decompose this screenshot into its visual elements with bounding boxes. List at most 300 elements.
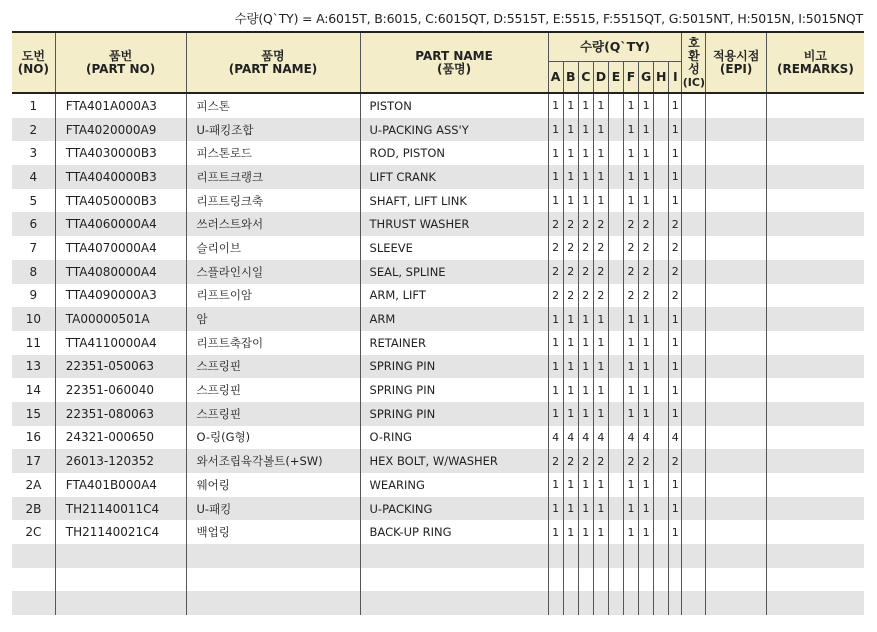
cell-qty-h [654, 426, 669, 450]
cell-qty-a: 1 [548, 378, 563, 402]
table-row [12, 118, 864, 142]
cell-part-name-en: U-PACKING ASS'Y [360, 118, 548, 142]
cell-qty-i: 1 [669, 118, 682, 142]
cell-qty-b: 1 [563, 141, 578, 165]
cell-qty-i: 4 [669, 426, 682, 450]
cell-qty-e [608, 118, 623, 142]
cell-qty-c: 1 [578, 520, 593, 544]
cell-part-no: TTA4030000B3 [55, 141, 186, 165]
cell-qty-e [608, 497, 623, 521]
cell-part-no: 22351-080063 [55, 402, 186, 426]
cell-interchangeability [682, 331, 706, 355]
cell-qty-d: 1 [593, 355, 608, 379]
cell-no: 11 [12, 331, 55, 355]
cell-qty-g [639, 591, 654, 615]
cell-qty-g: 1 [639, 93, 654, 118]
table-row [12, 591, 864, 615]
cell-part-name-en: HEX BOLT, W/WASHER [360, 449, 548, 473]
table-row [12, 165, 864, 189]
header-qty-d: D [593, 62, 608, 94]
cell-remarks [766, 165, 864, 189]
cell-qty-h [654, 473, 669, 497]
cell-remarks [766, 331, 864, 355]
header-no: 도번 (NO) [12, 32, 55, 93]
cell-qty-d: 1 [593, 93, 608, 118]
cell-qty-i: 1 [669, 473, 682, 497]
cell-qty-d [593, 544, 608, 568]
table-row [12, 189, 864, 213]
cell-qty-e [608, 141, 623, 165]
cell-remarks [766, 260, 864, 284]
cell-qty-i: 2 [669, 212, 682, 236]
cell-part-name-en: THRUST WASHER [360, 212, 548, 236]
cell-interchangeability [682, 284, 706, 308]
cell-qty-f: 1 [624, 165, 639, 189]
header-qty-c: C [578, 62, 593, 94]
cell-epi [706, 544, 766, 568]
cell-no: 17 [12, 449, 55, 473]
cell-part-name-en: RETAINER [360, 331, 548, 355]
cell-qty-f: 1 [624, 520, 639, 544]
cell-remarks [766, 93, 864, 118]
cell-qty-d: 1 [593, 402, 608, 426]
cell-epi [706, 473, 766, 497]
cell-remarks [766, 497, 864, 521]
cell-qty-d: 2 [593, 260, 608, 284]
cell-epi [706, 189, 766, 213]
cell-epi [706, 331, 766, 355]
cell-qty-f: 1 [624, 118, 639, 142]
cell-qty-i: 1 [669, 331, 682, 355]
cell-epi [706, 378, 766, 402]
cell-qty-g: 1 [639, 497, 654, 521]
cell-part-name-ko: 쓰러스트와서 [186, 212, 360, 236]
cell-qty-f [624, 544, 639, 568]
cell-qty-g [639, 544, 654, 568]
header-epi: 적용시점 (EPI) [706, 32, 766, 93]
cell-qty-g [639, 568, 654, 592]
cell-remarks [766, 544, 864, 568]
cell-qty-b: 1 [563, 93, 578, 118]
cell-part-name-en [360, 544, 548, 568]
cell-qty-a: 2 [548, 284, 563, 308]
cell-qty-g: 1 [639, 165, 654, 189]
cell-part-name-ko: 슬리이브 [186, 236, 360, 260]
cell-part-name-ko: 리프트축잡이 [186, 331, 360, 355]
cell-qty-c: 2 [578, 284, 593, 308]
cell-qty-a: 2 [548, 212, 563, 236]
cell-qty-f: 1 [624, 355, 639, 379]
cell-qty-e [608, 236, 623, 260]
cell-qty-e [608, 331, 623, 355]
cell-qty-d: 1 [593, 189, 608, 213]
cell-interchangeability [682, 591, 706, 615]
cell-qty-b: 1 [563, 520, 578, 544]
cell-interchangeability [682, 520, 706, 544]
cell-part-name-ko: 백업링 [186, 520, 360, 544]
cell-qty-d [593, 591, 608, 615]
cell-part-name-ko: 피스톤로드 [186, 141, 360, 165]
cell-qty-d [593, 568, 608, 592]
cell-qty-h [654, 236, 669, 260]
cell-part-no: TA00000501A [55, 307, 186, 331]
cell-part-no: TH21140011C4 [55, 497, 186, 521]
cell-qty-d: 1 [593, 165, 608, 189]
cell-qty-a: 1 [548, 189, 563, 213]
cell-qty-d: 1 [593, 331, 608, 355]
cell-qty-b [563, 544, 578, 568]
cell-qty-e [608, 544, 623, 568]
cell-part-name-ko: 리프트링크축 [186, 189, 360, 213]
header-quantity: 수량(Q`TY) [548, 32, 682, 62]
cell-qty-i: 2 [669, 284, 682, 308]
header-part-no: 품번 (PART NO) [55, 32, 186, 93]
cell-qty-d: 2 [593, 236, 608, 260]
cell-part-no [55, 591, 186, 615]
cell-qty-g: 2 [639, 236, 654, 260]
cell-remarks [766, 118, 864, 142]
cell-remarks [766, 473, 864, 497]
cell-qty-b: 1 [563, 402, 578, 426]
cell-epi [706, 165, 766, 189]
cell-no: 3 [12, 141, 55, 165]
cell-part-no: 22351-060040 [55, 378, 186, 402]
cell-qty-i: 1 [669, 189, 682, 213]
cell-interchangeability [682, 355, 706, 379]
cell-qty-e [608, 473, 623, 497]
cell-qty-f: 2 [624, 236, 639, 260]
cell-qty-i: 2 [669, 449, 682, 473]
cell-part-name-en: PISTON [360, 93, 548, 118]
cell-qty-e [608, 402, 623, 426]
cell-qty-d: 1 [593, 378, 608, 402]
cell-qty-e [608, 591, 623, 615]
cell-remarks [766, 449, 864, 473]
cell-qty-g: 1 [639, 473, 654, 497]
cell-part-name-en: WEARING [360, 473, 548, 497]
cell-qty-h [654, 544, 669, 568]
table-row [12, 568, 864, 592]
cell-qty-f: 1 [624, 331, 639, 355]
cell-interchangeability [682, 118, 706, 142]
cell-qty-g: 2 [639, 284, 654, 308]
cell-qty-c: 1 [578, 497, 593, 521]
cell-qty-b: 2 [563, 260, 578, 284]
cell-part-no: TTA4110000A4 [55, 331, 186, 355]
cell-no: 6 [12, 212, 55, 236]
cell-remarks [766, 236, 864, 260]
cell-part-name-en [360, 591, 548, 615]
cell-epi [706, 118, 766, 142]
cell-qty-b: 2 [563, 284, 578, 308]
header-part-name-en: PART NAME (품명) [360, 32, 548, 93]
cell-qty-e [608, 165, 623, 189]
cell-part-no: TTA4050000B3 [55, 189, 186, 213]
table-row [12, 331, 864, 355]
cell-qty-g: 1 [639, 141, 654, 165]
cell-part-no: TTA4040000B3 [55, 165, 186, 189]
cell-qty-h [654, 189, 669, 213]
cell-qty-c: 4 [578, 426, 593, 450]
cell-epi [706, 497, 766, 521]
cell-part-name-ko: 암 [186, 307, 360, 331]
cell-epi [706, 402, 766, 426]
cell-qty-h [654, 141, 669, 165]
cell-remarks [766, 402, 864, 426]
cell-qty-d: 2 [593, 449, 608, 473]
cell-qty-a: 1 [548, 331, 563, 355]
table-header [12, 32, 864, 93]
cell-qty-c: 1 [578, 378, 593, 402]
cell-qty-h [654, 378, 669, 402]
cell-qty-i: 1 [669, 165, 682, 189]
cell-qty-h [654, 520, 669, 544]
cell-part-no: TTA4090000A3 [55, 284, 186, 308]
cell-part-name-ko [186, 591, 360, 615]
cell-qty-f: 2 [624, 449, 639, 473]
table-row [12, 497, 864, 521]
cell-part-name-ko: 스프링핀 [186, 378, 360, 402]
cell-qty-i [669, 591, 682, 615]
cell-qty-b: 1 [563, 378, 578, 402]
cell-qty-i: 1 [669, 93, 682, 118]
cell-qty-e [608, 284, 623, 308]
cell-qty-b: 2 [563, 212, 578, 236]
table-row [12, 449, 864, 473]
cell-qty-i: 1 [669, 497, 682, 521]
cell-part-no: TH21140021C4 [55, 520, 186, 544]
cell-qty-e [608, 355, 623, 379]
header-qty-h: H [654, 62, 669, 94]
cell-interchangeability [682, 236, 706, 260]
cell-qty-b: 1 [563, 118, 578, 142]
header-remarks: 비고 (REMARKS) [766, 32, 864, 93]
cell-no: 2 [12, 118, 55, 142]
cell-qty-i: 2 [669, 236, 682, 260]
cell-epi [706, 520, 766, 544]
cell-remarks [766, 141, 864, 165]
cell-remarks [766, 284, 864, 308]
cell-qty-f: 1 [624, 189, 639, 213]
header-qty-b: B [563, 62, 578, 94]
cell-part-no: 26013-120352 [55, 449, 186, 473]
cell-interchangeability [682, 426, 706, 450]
cell-remarks [766, 568, 864, 592]
cell-no: 5 [12, 189, 55, 213]
cell-no [12, 568, 55, 592]
cell-qty-g: 1 [639, 520, 654, 544]
cell-qty-g: 2 [639, 449, 654, 473]
cell-part-name-en: ARM [360, 307, 548, 331]
cell-qty-d: 1 [593, 307, 608, 331]
cell-qty-c: 1 [578, 165, 593, 189]
table-row [12, 378, 864, 402]
table-row [12, 141, 864, 165]
cell-qty-c: 1 [578, 331, 593, 355]
cell-qty-a [548, 591, 563, 615]
cell-qty-c: 1 [578, 402, 593, 426]
cell-qty-b: 2 [563, 449, 578, 473]
cell-epi [706, 212, 766, 236]
cell-qty-h [654, 568, 669, 592]
cell-qty-f: 2 [624, 212, 639, 236]
cell-qty-f [624, 568, 639, 592]
cell-qty-b: 1 [563, 165, 578, 189]
header-qty-a: A [548, 62, 563, 94]
cell-qty-d: 1 [593, 118, 608, 142]
table-row [12, 402, 864, 426]
cell-no: 2A [12, 473, 55, 497]
cell-qty-c: 1 [578, 189, 593, 213]
header-part-name-ko: 품명 (PART NAME) [186, 32, 360, 93]
cell-interchangeability [682, 260, 706, 284]
cell-qty-e [608, 520, 623, 544]
cell-qty-e [608, 93, 623, 118]
cell-part-name-en: SPRING PIN [360, 378, 548, 402]
cell-qty-f: 1 [624, 473, 639, 497]
cell-part-name-en: SHAFT, LIFT LINK [360, 189, 548, 213]
cell-qty-c: 2 [578, 212, 593, 236]
table-row [12, 520, 864, 544]
cell-interchangeability [682, 568, 706, 592]
table-body [12, 93, 864, 615]
cell-qty-c: 2 [578, 260, 593, 284]
table-row [12, 544, 864, 568]
table-row [12, 212, 864, 236]
cell-remarks [766, 378, 864, 402]
cell-qty-c: 1 [578, 118, 593, 142]
table-row [12, 93, 864, 118]
cell-qty-d: 1 [593, 520, 608, 544]
cell-part-no: TTA4060000A4 [55, 212, 186, 236]
cell-qty-d: 1 [593, 141, 608, 165]
table-row [12, 355, 864, 379]
cell-part-no: FTA401A000A3 [55, 93, 186, 118]
cell-qty-b [563, 591, 578, 615]
cell-qty-a: 1 [548, 141, 563, 165]
cell-part-name-en: SPRING PIN [360, 402, 548, 426]
cell-qty-h [654, 165, 669, 189]
cell-qty-a: 4 [548, 426, 563, 450]
cell-qty-a [548, 568, 563, 592]
table-row [12, 260, 864, 284]
cell-interchangeability [682, 544, 706, 568]
cell-part-name-ko: 리프트이암 [186, 284, 360, 308]
cell-epi [706, 568, 766, 592]
cell-qty-i: 1 [669, 378, 682, 402]
cell-qty-a: 2 [548, 449, 563, 473]
table-row [12, 473, 864, 497]
cell-qty-h [654, 93, 669, 118]
table-row [12, 426, 864, 450]
cell-epi [706, 591, 766, 615]
cell-qty-b: 4 [563, 426, 578, 450]
cell-no: 7 [12, 236, 55, 260]
cell-qty-a: 2 [548, 260, 563, 284]
parts-list-table [12, 31, 864, 615]
cell-no: 13 [12, 355, 55, 379]
cell-part-name-ko [186, 544, 360, 568]
cell-interchangeability [682, 141, 706, 165]
header-interchangeability: 호 환 성 (IC) [682, 32, 706, 93]
cell-qty-b: 1 [563, 355, 578, 379]
cell-no: 2B [12, 497, 55, 521]
cell-no: 9 [12, 284, 55, 308]
cell-part-no: FTA401B000A4 [55, 473, 186, 497]
table-row [12, 284, 864, 308]
cell-part-name-ko: 스플라인시일 [186, 260, 360, 284]
cell-qty-h [654, 591, 669, 615]
cell-qty-c: 1 [578, 307, 593, 331]
cell-qty-g: 1 [639, 355, 654, 379]
cell-qty-d: 4 [593, 426, 608, 450]
cell-part-name-ko: U-패킹 [186, 497, 360, 521]
cell-qty-g: 1 [639, 378, 654, 402]
table-row [12, 307, 864, 331]
cell-epi [706, 307, 766, 331]
cell-qty-e [608, 568, 623, 592]
cell-qty-f: 4 [624, 426, 639, 450]
cell-part-name-en [360, 568, 548, 592]
cell-qty-h [654, 260, 669, 284]
cell-no: 4 [12, 165, 55, 189]
cell-epi [706, 284, 766, 308]
cell-qty-e [608, 449, 623, 473]
header-qty-e: E [608, 62, 623, 94]
cell-qty-e [608, 260, 623, 284]
cell-qty-g: 1 [639, 402, 654, 426]
cell-no: 14 [12, 378, 55, 402]
cell-qty-i: 1 [669, 402, 682, 426]
cell-qty-h [654, 449, 669, 473]
cell-qty-a: 2 [548, 236, 563, 260]
cell-qty-c [578, 591, 593, 615]
cell-remarks [766, 307, 864, 331]
cell-no: 1 [12, 93, 55, 118]
cell-part-no: TTA4080000A4 [55, 260, 186, 284]
cell-remarks [766, 520, 864, 544]
cell-part-name-ko: U-패킹조합 [186, 118, 360, 142]
cell-qty-h [654, 284, 669, 308]
cell-qty-i: 2 [669, 260, 682, 284]
cell-qty-f: 1 [624, 402, 639, 426]
cell-no: 16 [12, 426, 55, 450]
cell-remarks [766, 189, 864, 213]
cell-qty-g: 4 [639, 426, 654, 450]
cell-part-name-en: SLEEVE [360, 236, 548, 260]
cell-no: 15 [12, 402, 55, 426]
cell-part-name-ko: 리프트크랭크 [186, 165, 360, 189]
cell-part-no [55, 544, 186, 568]
cell-part-name-en: BACK-UP RING [360, 520, 548, 544]
cell-qty-e [608, 212, 623, 236]
cell-epi [706, 93, 766, 118]
cell-qty-e [608, 189, 623, 213]
cell-part-name-ko: 스프링핀 [186, 355, 360, 379]
cell-qty-c: 1 [578, 473, 593, 497]
cell-qty-h [654, 497, 669, 521]
cell-remarks [766, 591, 864, 615]
cell-qty-i: 1 [669, 141, 682, 165]
cell-qty-a: 1 [548, 497, 563, 521]
cell-qty-f: 1 [624, 497, 639, 521]
cell-interchangeability [682, 307, 706, 331]
cell-qty-a: 1 [548, 402, 563, 426]
cell-qty-a: 1 [548, 165, 563, 189]
cell-qty-f: 1 [624, 307, 639, 331]
cell-qty-g: 1 [639, 307, 654, 331]
cell-part-name-en: ROD, PISTON [360, 141, 548, 165]
